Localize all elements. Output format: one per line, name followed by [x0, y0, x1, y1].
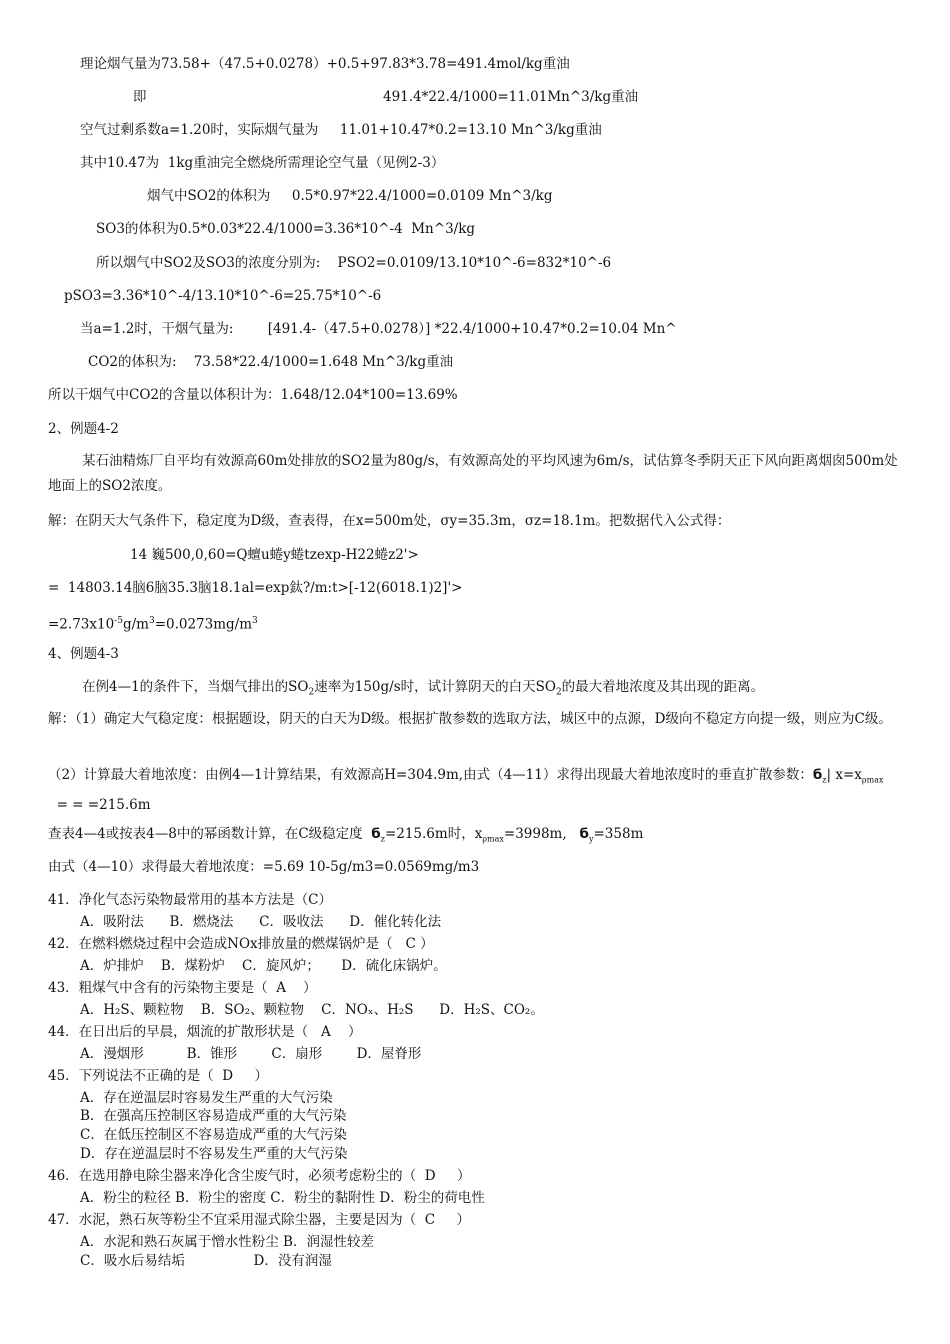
question-44-options: A．漫烟形 B．锥形 C．扇形 D．屋脊形	[80, 1046, 422, 1062]
line-ji: 即	[133, 89, 147, 105]
line-table-lookup: 查表4—4或按表4—8中的幂函数计算，在C级稳定度 $б_z=215.6m$时，$x_{\rho max}=3998m$, $б_y=358m$	[48, 826, 644, 844]
question-47-stem: 47．水泥，熟石灰等粉尘不宜采用湿式除尘器，主要是因为（ C ）	[48, 1212, 471, 1228]
question-47-options-cd: C．吸水后易结垢 D．没有润湿	[80, 1253, 332, 1269]
heading-example-4-2: 2、例题4-2	[48, 421, 119, 437]
heading-example-4-3: 4、例题4-3	[48, 646, 119, 662]
line-excess-air: 空气过剩系数a=1.20时，实际烟气量为 11.01+10.47*0.2=13.10 Mn^3/kg重油	[80, 122, 602, 138]
line-formula-garbled-2: = 14803.14脑6脑35.3脑18.1al=exp鈦?/m:t>[-12(6018.1)2]'>	[48, 580, 463, 596]
question-47-options-ab: A．水泥和熟石灰属于憎水性粉尘 B．润湿性较差	[80, 1234, 374, 1250]
question-44-stem: 44．在日出后的早晨，烟流的扩散形状是（ A ）	[48, 1024, 362, 1040]
question-42-stem: 42．在燃料燃烧过程中会造成NOx排放量的燃煤锅炉是（ C ）	[48, 936, 434, 952]
question-46-stem: 46．在选用静电除尘器来净化含尘废气时，必须考虑粉尘的（ D ）	[48, 1168, 471, 1184]
question-41-options: A．吸附法 B．燃烧法 C．吸收法 D．催化转化法	[80, 914, 442, 930]
line-solution-4-2: 解：在阴天大气条件下，稳定度为D级，查表得，在x=500m处，σy=35.3m，σz=18.1m。把数据代入公式得：	[48, 513, 731, 529]
line-theoretical-flue-gas: 理论烟气量为73.58+（47.5+0.0278）+0.5+97.83*3.78=491.4mol/kg重油	[80, 56, 570, 72]
line-co2-volume: CO2的体积为: 73.58*22.4/1000=1.648 Mn^3/kg重油	[88, 354, 454, 370]
line-theoretical-air: 其中10.47为 1kg重油完全燃烧所需理论空气量（见例2-3）	[80, 155, 445, 171]
line-result-4-2: $=2.73x10^{-5}g/m^3=0.0273mg/m^3$	[48, 616, 258, 633]
line-pso3: pSO3=3.36*10^-4/13.10*10^-6=25.75*10^-6	[64, 288, 382, 304]
question-46-options: A．粉尘的粒径 B．粉尘的密度 C．粉尘的黏附性 D．粉尘的荷电性	[80, 1190, 485, 1206]
line-volume-conversion: 491.4*22.4/1000=11.01Mn^3/kg重油	[383, 89, 639, 105]
question-45-option-b: B．在强高压控制区容易造成严重的大气污染	[80, 1108, 347, 1124]
line-max-concentration: 由式（4—10）求得最大着地浓度：=5.69 10-5g/m3=0.0569mg/m3	[48, 859, 480, 875]
line-formula-garbled-1: 14 巍500,0,60=Q蟺u蜷y蜷tzexp-H22蜷z2'>	[130, 547, 419, 563]
question-41-stem: 41．净化气态污染物最常用的基本方法是（C）	[48, 892, 333, 908]
question-45-option-d: D．存在逆温层时不容易发生严重的大气污染	[80, 1146, 348, 1162]
line-so2-volume: 烟气中SO2的体积为 0.5*0.97*22.4/1000=0.0109 Mn^3/kg	[147, 188, 553, 204]
paragraph-example-4-3: 在例4—1的条件下，当烟气排出的$SO_2$速率为150g/s时，试计算阴天的白天$SO_2$的最大着地浓度及其出现的距离。	[82, 679, 765, 698]
paragraph-solution-step-1: 解：（1）确定大气稳定度：根据题设，阴天的白天为D级。根据扩散参数的选取方法，城区中的点源，D级向不稳定方向提一级，则应为C级。	[48, 711, 892, 727]
line-so3-volume: SO3的体积为0.5*0.03*22.4/1000=3.36*10^-4 Mn^3/kg	[96, 221, 476, 237]
question-45-option-c: C．在低压控制区不容易造成严重的大气污染	[80, 1127, 347, 1143]
question-42-options: A．炉排炉 B．煤粉炉 C．旋风炉； D．硫化床锅炉。	[80, 958, 447, 974]
line-dry-flue-gas: 当a=1.2时，干烟气量为: [491.4-（47.5+0.0278）] *22.4/1000+10.47*0.2=10.04 Mn^	[80, 321, 677, 337]
question-45-stem: 45．下列说法不正确的是（ D ）	[48, 1068, 269, 1084]
line-co2-content: 所以干烟气中CO2的含量以体积计为：1.648/12.04*100=13.69%	[48, 387, 458, 403]
question-43-stem: 43．粗煤气中含有的污染物主要是（ A ）	[48, 980, 317, 996]
question-45-option-a: A．存在逆温层时容易发生严重的大气污染	[80, 1090, 333, 1106]
paragraph-example-4-2: 某石油精炼厂自平均有效源高60m处排放的SO2量为80g/s，有效源高处的平均风速为6m/s，试估算冬季阴天正下风向距离烟囱500m处地面上的SO2浓度。	[48, 453, 898, 494]
question-43-options: A．H₂S、颗粒物 B．SO₂、颗粒物 C．NOₓ、H₂S D．H₂S、CO₂。	[80, 1002, 544, 1018]
paragraph-solution-step-2: （2）计算最大着地浓度：由例4—1计算结果，有效源高H=304.9m,由式（4—11）求得出现最大着地浓度时的垂直扩散参数：$б_z|$ $x=x_{\rho max}$ = = =215.6m	[48, 767, 884, 813]
line-concentrations: 所以烟气中SO2及SO3的浓度分别为: PSO2=0.0109/13.10*10^-6=832*10^-6	[96, 255, 612, 271]
